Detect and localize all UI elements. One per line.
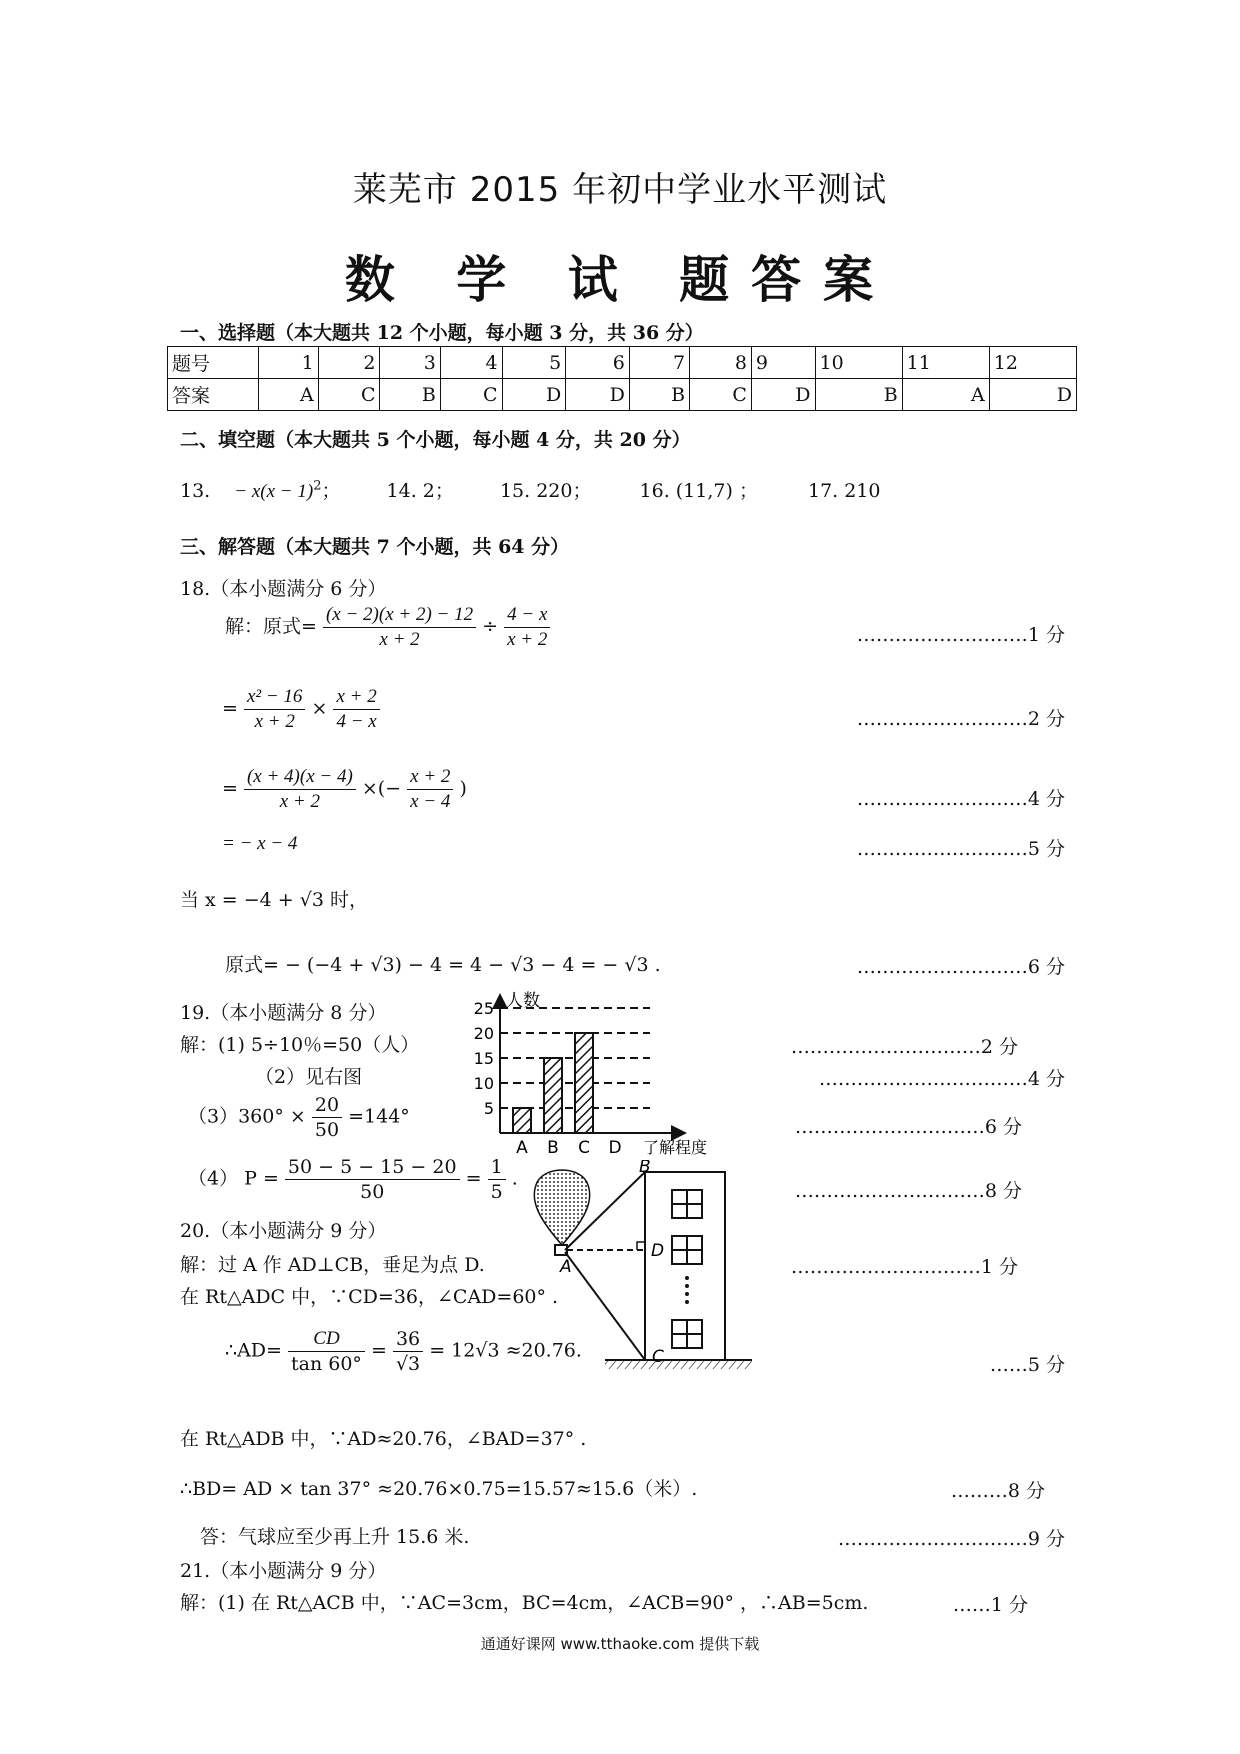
numerator: CD <box>288 1328 365 1352</box>
y-axis-label: 人数 <box>506 991 540 1011</box>
operator: ÷ <box>482 615 499 638</box>
numerator: (x − 2)(x + 2) − 12 <box>323 604 476 628</box>
table-cell: C <box>440 379 502 411</box>
row-label-a: 答案 <box>168 379 259 411</box>
q18-line4: = − x − 4 <box>222 833 298 854</box>
footer-text: 通通好课网 www.tthaoke.com 提供下载 <box>480 1635 760 1653</box>
numerator: 4 − x <box>504 604 550 628</box>
equals: = <box>465 1167 482 1190</box>
x-category-labels <box>516 1138 621 1158</box>
answer-table <box>167 346 1077 411</box>
equals: = <box>222 777 238 800</box>
line-AC <box>565 1252 645 1360</box>
denominator: 50 <box>314 1119 340 1141</box>
x-category-label: D <box>608 1138 622 1158</box>
fraction <box>488 1156 506 1203</box>
q14-answer: 14. 2； <box>386 480 454 502</box>
fraction <box>407 766 453 813</box>
table-cell: 4 <box>440 347 502 379</box>
x-axis-label: 了解程度 <box>643 1138 708 1157</box>
table-cell: B <box>629 379 689 411</box>
denominator: x + 2 <box>279 791 321 812</box>
table-cell: B <box>380 379 440 411</box>
fraction <box>244 686 305 733</box>
q13-sep: ； <box>321 480 341 502</box>
x-category-label: B <box>547 1138 559 1158</box>
table-row-answers <box>168 379 1077 411</box>
y-tick-label: 15 <box>473 1049 494 1068</box>
q16-answer: 16. (11,7) ； <box>639 480 758 502</box>
numerator: x + 2 <box>333 686 379 710</box>
fraction <box>288 1328 365 1375</box>
q19-heading: 19.（本小题满分 8 分） <box>180 1002 387 1024</box>
operator: ×(− <box>361 777 402 800</box>
q18-line6: 原式= − (−4 + √3) − 4 = 4 − √3 − 4 = − √3 . <box>225 954 661 976</box>
q18-l1-prefix: 解：原式= <box>225 615 317 638</box>
table-cell: 5 <box>502 347 566 379</box>
table-cell: 6 <box>566 347 630 379</box>
q18-line5: 当 x = −4 + √3 时， <box>180 889 368 911</box>
fraction <box>393 1328 423 1375</box>
q20-line4: 在 Rt△ADB 中，∵AD≈20.76，∠BAD=37° . <box>180 1428 587 1450</box>
q19-line1: 解：(1) 5÷10％=50（人） <box>180 1034 420 1056</box>
x-category-label: A <box>516 1138 528 1158</box>
operator: × <box>311 697 328 720</box>
q20-pts5: ………8 分 <box>950 1480 1045 1502</box>
q20-l3-suffix: = 12√3 ≈20.76. <box>429 1339 582 1362</box>
section3-heading: 三、解答题（本大题共 7 个小题，共 64 分） <box>180 536 570 558</box>
window-icon <box>672 1190 702 1348</box>
denominator: 4 − x <box>336 711 377 732</box>
q19-line2: （2）见右图 <box>255 1066 363 1088</box>
equals: = <box>222 697 238 720</box>
numerator: 36 <box>393 1328 423 1352</box>
paren-close: ) <box>459 777 467 800</box>
building-icon <box>645 1172 725 1360</box>
numerator: 1 <box>488 1156 506 1180</box>
bar-A <box>513 1108 531 1133</box>
q19-pts3: …………………………6 分 <box>794 1116 1022 1138</box>
y-tick-label: 10 <box>473 1074 494 1093</box>
y-tick-labels <box>474 999 494 1118</box>
fraction <box>504 604 550 651</box>
q13-label: 13. <box>180 480 211 502</box>
q20-line2: 在 Rt△ADC 中，∵CD=36，∠CAD=60° . <box>180 1286 559 1308</box>
q20-line1: 解：过 A 作 AD⊥CB，垂足为点 D. <box>180 1254 485 1276</box>
right-angle-mark <box>637 1242 645 1250</box>
q20-pts1: …………………………1 分 <box>790 1256 1018 1278</box>
denominator: 5 <box>490 1181 503 1203</box>
q20-line5: ∴BD= AD × tan 37° ≈20.76×0.75=15.57≈15.6（米）. <box>180 1478 698 1500</box>
q20-l3-prefix: ∴AD= <box>225 1339 282 1362</box>
table-cell: B <box>815 379 902 411</box>
table-cell: 1 <box>259 347 319 379</box>
equals: = <box>370 1339 387 1362</box>
section2-heading: 二、填空题（本大题共 5 个小题，每小题 4 分，共 20 分） <box>180 429 691 451</box>
table-row-numbers <box>168 347 1077 379</box>
q19-pts1: …………………………2 分 <box>790 1036 1018 1058</box>
denominator: x + 2 <box>507 629 548 650</box>
q18-pts6: ………………………6 分 <box>856 956 1065 978</box>
fraction <box>285 1156 460 1203</box>
q19-l3-suffix: =144° <box>348 1105 410 1128</box>
table-cell: 8 <box>690 347 752 379</box>
q18-pts1: ………………………1 分 <box>856 624 1065 646</box>
period: . <box>511 1167 518 1190</box>
q19-pts4: …………………………8 分 <box>794 1180 1022 1202</box>
denominator: x + 2 <box>254 711 295 732</box>
denominator: x + 2 <box>379 629 420 650</box>
q19-l4-prefix: （4） P = <box>188 1167 279 1190</box>
table-cell: C <box>690 379 752 411</box>
fraction <box>323 604 476 651</box>
table-cell: D <box>751 379 815 411</box>
table-cell: 12 <box>989 347 1076 379</box>
q18-pts3: ………………………4 分 <box>856 788 1065 810</box>
q20-pts3: ……5 分 <box>989 1354 1065 1376</box>
q13-exponent: 2 <box>313 478 322 494</box>
bar-C <box>575 1033 593 1133</box>
bar-chart <box>450 990 720 1160</box>
q19-pts2: ……………………………4 分 <box>818 1068 1065 1090</box>
fraction <box>312 1094 342 1141</box>
table-cell: D <box>989 379 1076 411</box>
q21-pts1: ……1 分 <box>952 1594 1028 1616</box>
q19-line4 <box>188 1156 518 1203</box>
denominator: √3 <box>395 1353 421 1375</box>
q20-line6: 答：气球应至少再上升 15.6 米. <box>200 1526 470 1548</box>
q19-l3-prefix: （3）360° × <box>188 1105 306 1128</box>
q21-line1: 解：(1) 在 Rt△ACB 中，∵AC=3cm，BC=4cm，∠ACB=90° ，∴AB=5cm. <box>180 1592 869 1614</box>
label-C: C <box>652 1347 664 1367</box>
numerator: x + 2 <box>407 766 453 790</box>
numerator: 20 <box>312 1094 342 1118</box>
q18-heading: 18.（本小题满分 6 分） <box>180 578 387 600</box>
q21-heading: 21.（本小题满分 9 分） <box>180 1560 387 1582</box>
x-category-label: C <box>578 1138 590 1158</box>
table-cell: 9 <box>751 347 815 379</box>
denominator: tan 60° <box>291 1353 362 1375</box>
row-label-q: 题号 <box>168 347 259 379</box>
y-tick-label: 25 <box>473 999 494 1018</box>
denominator: 50 <box>360 1181 385 1203</box>
q20-pts6: …………………………9 分 <box>837 1528 1065 1550</box>
q13-expr: − x(x − 1) <box>234 481 314 502</box>
section1-heading: 一、选择题（本大题共 12 个小题，每小题 3 分，共 36 分） <box>180 322 704 344</box>
q17-answer: 17. 210 <box>808 480 881 502</box>
table-cell: D <box>502 379 566 411</box>
q18-pts4: ………………………5 分 <box>856 838 1065 860</box>
q20-heading: 20.（本小题满分 9 分） <box>180 1220 387 1242</box>
q18-line1 <box>225 604 550 651</box>
y-tick-label: 20 <box>473 1024 494 1043</box>
q15-answer: 15. 220； <box>499 480 592 502</box>
table-cell: A <box>259 379 319 411</box>
numerator: (x + 4)(x − 4) <box>244 766 356 790</box>
ground-hatch <box>605 1361 752 1369</box>
table-cell: C <box>318 379 380 411</box>
numerator: x² − 16 <box>244 686 305 710</box>
label-D: D <box>651 1241 665 1261</box>
table-cell: D <box>566 379 630 411</box>
numerator: 50 − 5 − 15 − 20 <box>285 1156 460 1180</box>
fraction <box>244 766 356 813</box>
table-cell: 3 <box>380 347 440 379</box>
table-cell: 11 <box>902 347 989 379</box>
q18-line2 <box>222 686 380 733</box>
ellipsis-dots <box>685 1276 689 1304</box>
page-subtitle: 数 学 试 题答案 <box>344 250 896 309</box>
bar-B <box>544 1058 562 1133</box>
page-title: 莱芜市 2015 年初中学业水平测试 <box>352 170 888 210</box>
q18-line3 <box>222 766 467 813</box>
y-tick-label: 5 <box>483 1099 494 1118</box>
denominator: x − 4 <box>410 791 451 812</box>
table-cell: 2 <box>318 347 380 379</box>
table-cell: 7 <box>629 347 689 379</box>
balloon-building-figure <box>520 1160 760 1385</box>
bars <box>513 1033 593 1133</box>
label-A: A <box>560 1257 572 1277</box>
fraction <box>333 686 379 733</box>
q19-line3 <box>188 1094 410 1141</box>
q18-pts2: ………………………2 分 <box>856 708 1065 730</box>
label-B: B <box>639 1160 651 1177</box>
table-cell: 10 <box>815 347 902 379</box>
fill-answers-row <box>180 476 881 503</box>
table-cell: A <box>902 379 989 411</box>
